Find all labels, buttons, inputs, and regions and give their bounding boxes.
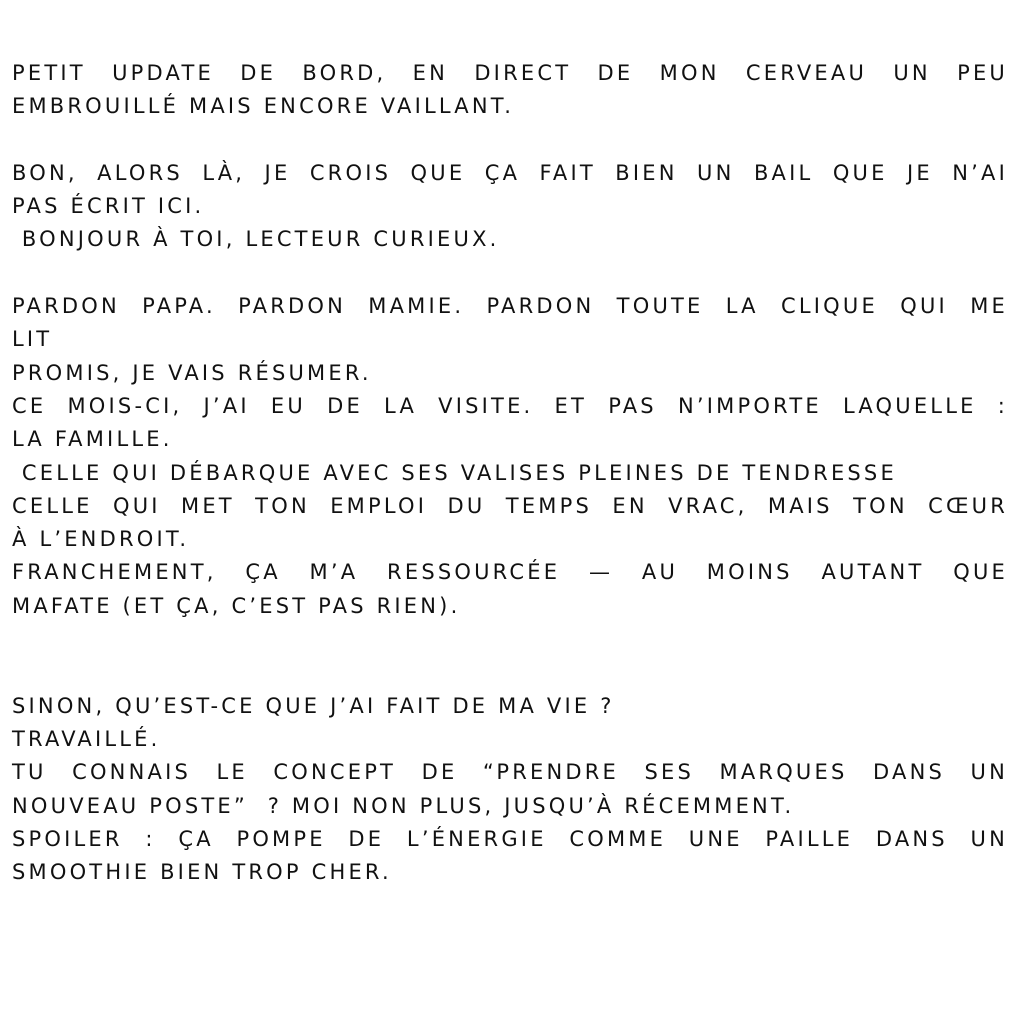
paragraph-intro [12,57,1008,124]
paragraph-family-visit [12,290,1008,623]
paragraph-greeting [12,157,1008,257]
text-line: CE MOIS-CI, J’AI EU DE LA VISITE. ET PAS N’IMPORTE LAQUELLE : [12,393,1008,418]
text-line: TRAVAILLÉ. [12,726,161,751]
text-line: SPOILER : ÇA POMPE DE L’ÉNERGIE COMME UNE PAILLE DANS UN [12,826,1008,851]
text-line: EMBROUILLÉ MAIS ENCORE VAILLANT. [12,94,515,119]
text-line: CELLE QUI MET TON EMPLOI DU TEMPS EN VRAC, MAIS TON CŒUR [12,493,1008,518]
text-line: À L’ENDROIT. [12,527,190,552]
text-line: PROMIS, JE VAIS RÉSUMER. [12,360,372,385]
text-line: PETIT UPDATE DE BORD, EN DIRECT DE MON CERVEAU UN PEU [12,61,1008,85]
text-line: SINON, QU’EST-CE QUE J’AI FAIT DE MA VIE ? [12,693,615,718]
paragraph-spacer [12,124,1008,157]
paragraph-work [12,690,1008,890]
paragraph-spacer [12,623,1008,690]
document-body [12,57,1008,889]
text-line: CELLE QUI DÉBARQUE AVEC SES VALISES PLEINES DE TENDRESSE [12,460,897,485]
text-line: SMOOTHIE BIEN TROP CHER. [12,860,392,885]
text-line: LIT [12,327,53,352]
paragraph-spacer [12,257,1008,290]
text-line: MAFATE (ET ÇA, C’EST PAS RIEN). [12,593,461,618]
text-line: PARDON PAPA. PARDON MAMIE. PARDON TOUTE LA CLIQUE QUI ME [12,294,1008,319]
text-line: FRANCHEMENT, ÇA M’A RESSOURCÉE — AU MOINS AUTANT QUE [12,560,1008,585]
text-line: PAS ÉCRIT ICI. [12,194,205,219]
text-line: TU CONNAIS LE CONCEPT DE “PRENDRE SES MARQUES DANS UN [12,760,1008,785]
text-line: LA FAMILLE. [12,427,173,452]
text-line: NOUVEAU POSTE” ? MOI NON PLUS, JUSQU’À RÉCEMMENT. [12,793,795,818]
text-line: BON, ALORS LÀ, JE CROIS QUE ÇA FAIT BIEN UN BAIL QUE JE N’AI [12,160,1008,185]
text-line: BONJOUR À TOI, LECTEUR CURIEUX. [12,227,500,252]
